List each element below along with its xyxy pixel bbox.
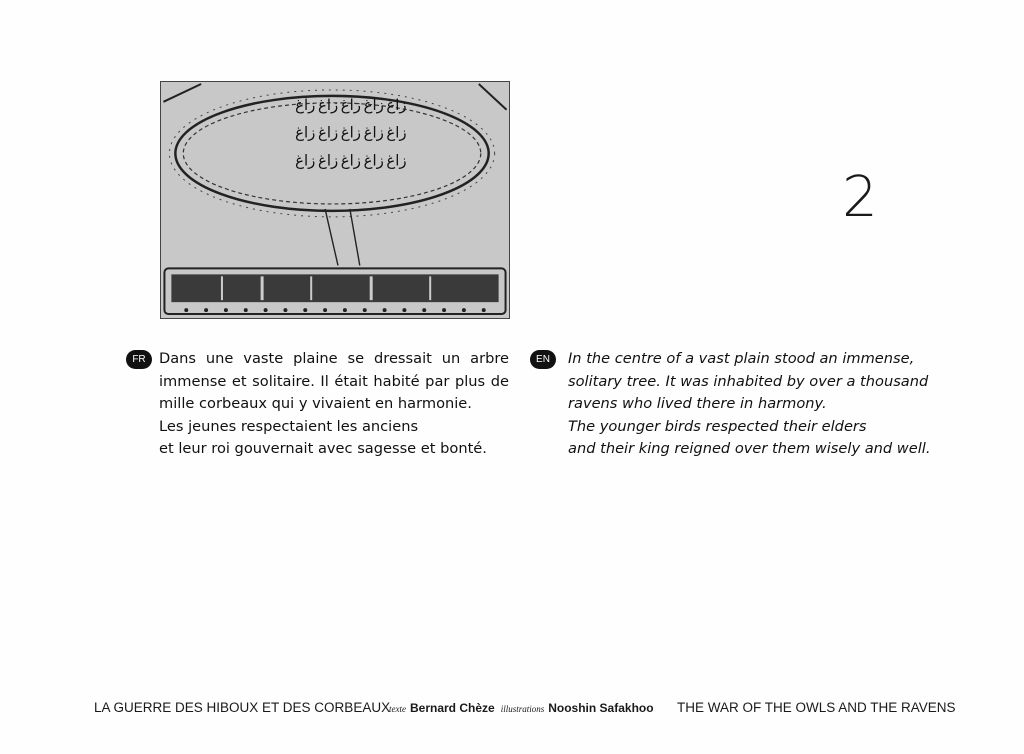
tree-illustration-drawing bbox=[161, 82, 509, 318]
raven-word: زاغ bbox=[317, 151, 339, 170]
raven-word: زاغ bbox=[363, 151, 384, 170]
french-language-badge: FR bbox=[126, 350, 152, 369]
english-language-badge: EN bbox=[530, 350, 556, 369]
french-line: immense et solitaire. Il était habité par plus de bbox=[159, 372, 509, 390]
illustrations-credit-label: illustrations bbox=[500, 704, 545, 714]
french-line: Dans une vaste plaine se dressait un arbre bbox=[159, 350, 509, 367]
raven-word: زاغ bbox=[386, 151, 407, 170]
french-line: et leur roi gouvernait avec sagesse et bonté. bbox=[159, 440, 487, 457]
raven-word: زاغ bbox=[386, 95, 407, 114]
raven-calligraphy bbox=[295, 96, 406, 170]
raven-word: زاغ bbox=[340, 95, 361, 114]
raven-word: زاغ bbox=[340, 151, 361, 170]
raven-word: زاغ bbox=[295, 123, 316, 142]
raven-word: زاغ bbox=[386, 123, 407, 142]
illustrator-name: Nooshin Safakhoo bbox=[548, 701, 654, 715]
french-text bbox=[159, 348, 509, 461]
page-number: 2 bbox=[842, 165, 878, 230]
raven-word: زاغ bbox=[295, 95, 316, 114]
raven-word: زاغ bbox=[363, 123, 384, 142]
english-line: ravens who lived there in harmony. bbox=[568, 395, 827, 412]
footer-title-english: THE WAR OF THE OWLS AND THE RAVENS bbox=[677, 700, 956, 715]
english-line: and their king reigned over them wisely and well. bbox=[568, 440, 931, 457]
english-text bbox=[568, 348, 931, 461]
english-line: In the centre of a vast plain stood an immense, bbox=[568, 350, 915, 367]
raven-word: زاغ bbox=[340, 123, 361, 142]
french-line: Les jeunes respectaient les anciens bbox=[159, 417, 419, 435]
english-line: The younger birds respected their elders bbox=[568, 417, 867, 435]
footer-credits bbox=[389, 700, 660, 715]
french-line: mille corbeaux qui y vivaient en harmonie. bbox=[159, 395, 472, 412]
raven-word: زاغ bbox=[295, 151, 316, 170]
english-line: solitary tree. It was inhabited by over a thousand bbox=[568, 372, 929, 390]
raven-word: زاغ bbox=[317, 123, 339, 142]
text-author: Bernard Chèze bbox=[410, 701, 495, 715]
text-credit-label: texte bbox=[389, 704, 406, 714]
raven-word: زاغ bbox=[363, 95, 384, 114]
footer-title-french: LA GUERRE DES HIBOUX ET DES CORBEAUX bbox=[94, 700, 391, 715]
raven-word: زاغ bbox=[317, 95, 339, 114]
tree-illustration bbox=[160, 81, 510, 319]
